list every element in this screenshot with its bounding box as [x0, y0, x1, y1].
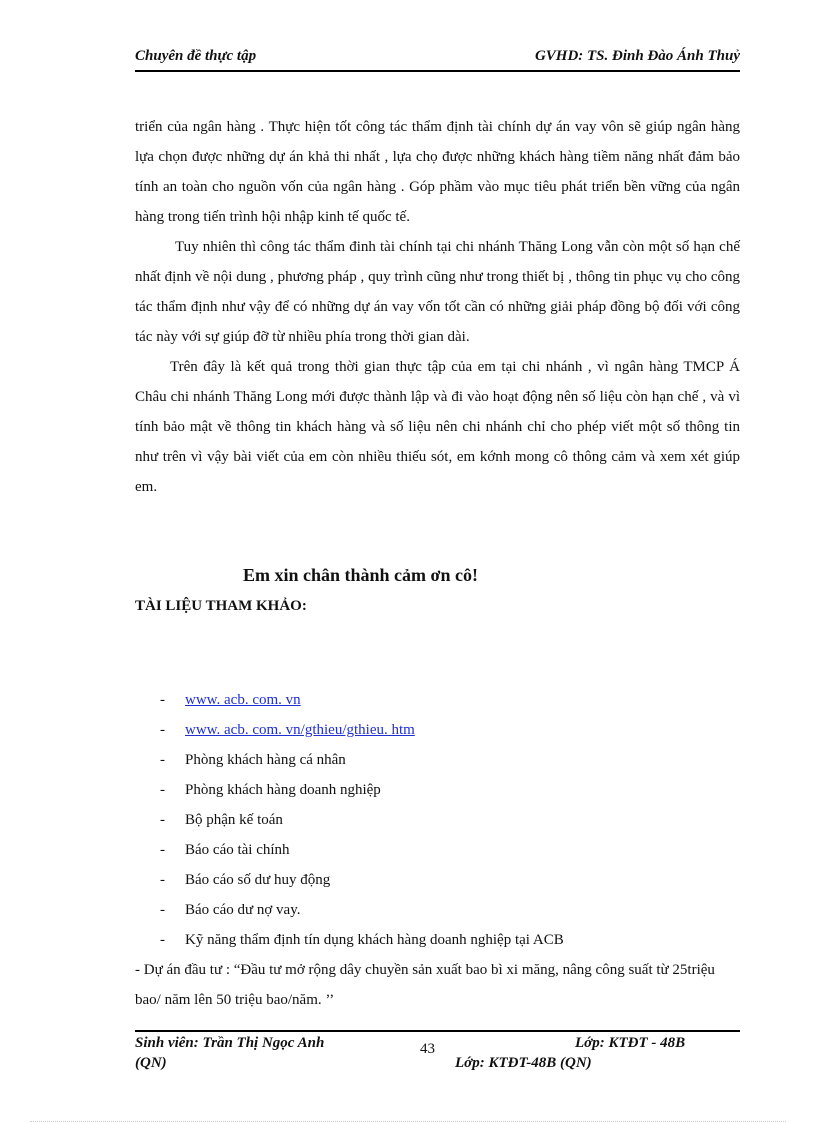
reference-item: - Bộ phận kế toán: [160, 812, 283, 828]
header-course-title: Chuyên đề thực tập: [135, 48, 257, 64]
reference-item: - www. acb. com. vn/gthieu/gthieu. htm: [160, 722, 415, 738]
reference-text: Báo cáo dư nợ vay.: [185, 902, 301, 918]
reference-item: - Phòng khách hàng doanh nghiệp: [160, 782, 381, 798]
bottom-dotted-line: [30, 1121, 786, 1122]
body-text: [135, 112, 740, 502]
reference-text: Kỹ năng thẩm định tín dụng khách hàng doanh nghiệp tại ACB: [185, 932, 564, 948]
paragraph-2: Tuy nhiên thì công tác thẩm đinh tài chính tại chi nhánh Thăng Long vẫn còn một số hạn chế nhất định về nội dung , phương pháp , quy trình cũng như trong thiết bị , thông tin phục vụ cho công tác thẩm định như vậy để có những dự án vay vốn tốt cần có những giải pháp đồng bộ đối với công tác này với sự giúp đỡ từ nhiều phía trong thời gian dài.: [135, 239, 740, 345]
reference-link-acb[interactable]: www. acb. com. vn: [185, 692, 301, 708]
reference-text: Báo cáo số dư huy động: [185, 872, 331, 888]
reference-item: - Báo cáo số dư huy động: [160, 872, 331, 888]
footer-class: Lớp: KTĐT - 48B: [575, 1035, 686, 1051]
reference-link-acb-gthieu[interactable]: www. acb. com. vn/gthieu/gthieu. htm: [185, 722, 415, 738]
reference-item: - Báo cáo tài chính: [160, 842, 290, 858]
reference-text: Phòng khách hàng cá nhân: [185, 752, 346, 768]
paragraph-3: Trên đây là kết quả trong thời gian thực tập của em tại chi nhánh , vì ngân hàng TMCP Á Châu chi nhánh Thăng Long mới được thành lập và đi vào hoạt động nên số liệu còn hạn chế , và vì tính bảo mật về thông tin khách hàng và số liệu nên chi nhánh chỉ cho phép viết một số thông tin như trên vì vậy bài viết của em còn nhiều thiếu sót, em kớnh mong cô thông cảm và xem xét giúp em.: [135, 359, 740, 495]
page-number: 43: [420, 1041, 435, 1057]
reference-text: Bộ phận kế toán: [185, 812, 283, 828]
footer-class-qn: Lớp: KTĐT-48B (QN): [455, 1055, 592, 1071]
reference-item: - Báo cáo dư nợ vay.: [160, 902, 301, 918]
reference-item: - www. acb. com. vn: [160, 692, 301, 708]
footer-divider: [135, 1030, 740, 1032]
reference-text: Phòng khách hàng doanh nghiệp: [185, 782, 381, 798]
thanks-line: Em xin chân thành cảm ơn cô!: [243, 565, 478, 585]
page-footer: [135, 1035, 740, 1075]
references-list: [160, 685, 740, 955]
page-header: [135, 48, 740, 72]
footer-student: Sinh viên: Trần Thị Ngọc Anh: [135, 1035, 325, 1051]
paragraph-1: triển của ngân hàng . Thực hiện tốt công tác thẩm định tài chính dự án vay vôn sẽ giúp ngân hàng lựa chọn được những dự án khả thi nhất , lựa chọ được những khách hàng tiềm năng nhất đảm bảo tính an toàn cho nguồn vốn của ngân hàng . Góp phầm vào mục tiêu phát triển bền vững của ngân hàng trong tiến trình hội nhập kinh tế quốc tế.: [135, 119, 740, 225]
reference-item: - Kỹ năng thẩm định tín dụng khách hàng doanh nghiệp tại ACB: [160, 932, 564, 948]
footer-qn: (QN): [135, 1055, 167, 1071]
header-supervisor: GVHD: TS. Đinh Đào Ánh Thuỷ: [534, 48, 740, 64]
reference-item: - Phòng khách hàng cá nhân: [160, 752, 346, 768]
reference-text: Báo cáo tài chính: [185, 842, 290, 858]
reference-project: - Dự án đầu tư : “Đầu tư mở rộng dây chuyền sản xuất bao bì xi măng, nâng công suất từ 25triệu bao/ năm lên 50 triệu bao/năm. ’’: [135, 962, 715, 1008]
references-title: TÀI LIỆU THAM KHẢO:: [135, 598, 307, 614]
